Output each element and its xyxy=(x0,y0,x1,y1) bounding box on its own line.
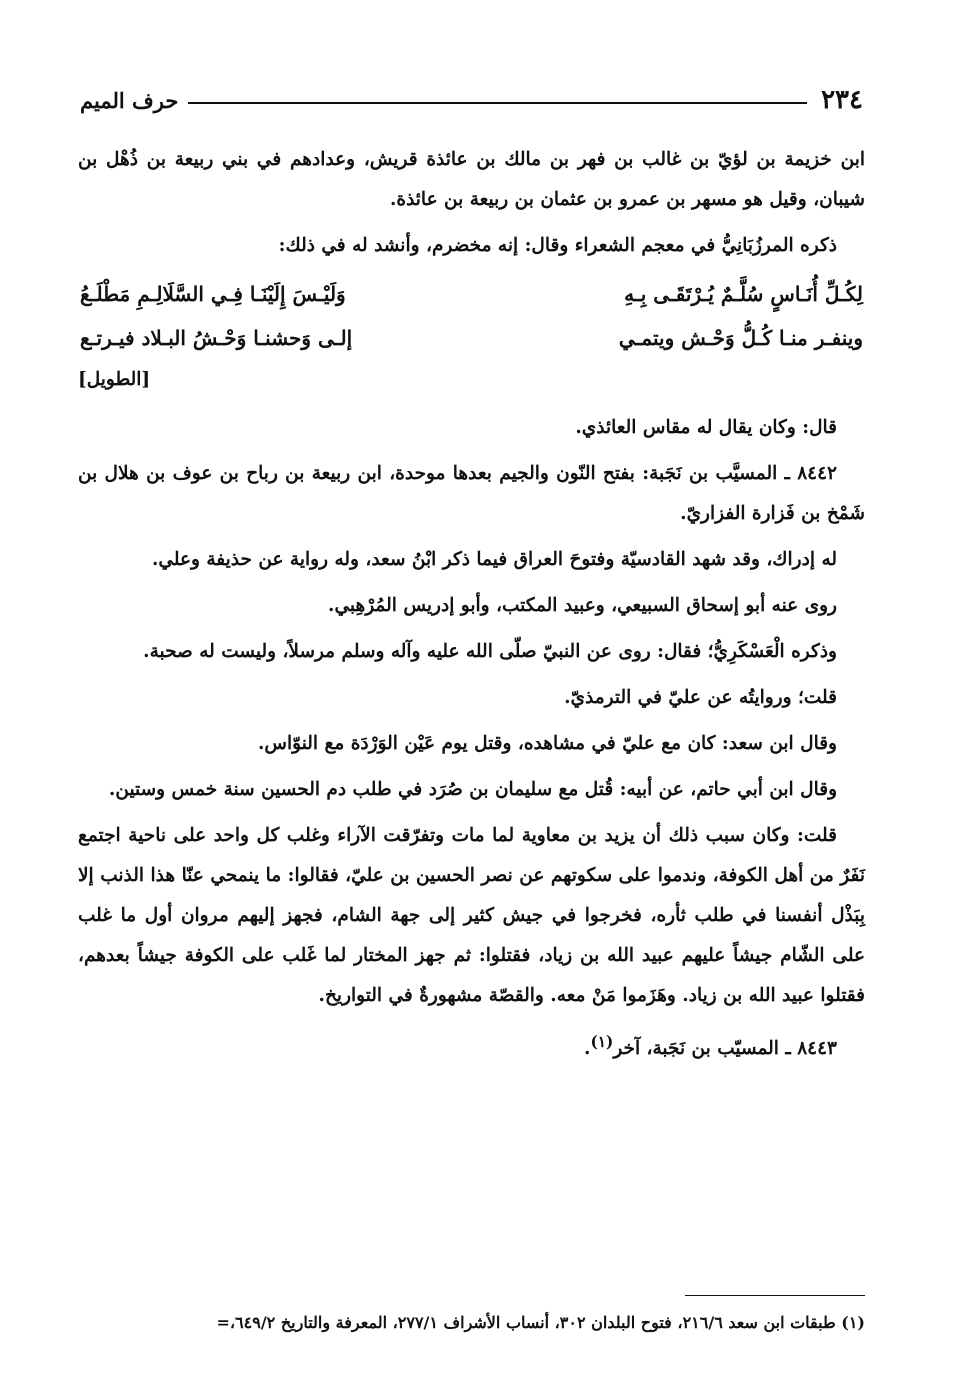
entry-paragraph xyxy=(78,454,865,534)
footnote: (١) طبقات ابن سعد ٢١٦/٦، فتوح البلدان ٣٠٢، أنساب الأشراف ٢٧٧/١، المعرفة والتاريخ ٦٤٩/٢،= xyxy=(216,1313,865,1332)
paragraph: وقال ابن أبي حاتم، عن أبيه: قُتل مع سليمان بن صُرَد في طلب دم الحسين سنة خمس وستين. xyxy=(108,779,837,800)
header-rule xyxy=(188,102,807,104)
poem-meter: [الطويل] xyxy=(78,369,151,390)
paragraph: وذكره الْعَسْكَرِيُّ؛ فقال: روى عن النبيّ صلّى الله عليه وآله وسلم مرسلاً، وليست له صحبة. xyxy=(143,641,837,662)
paragraph: روى عنه أبو إسحاق السبيعي، وعبيد المكتب، وأبو إدريس المُرْهِبي. xyxy=(328,595,837,616)
page-number: ٢٣٤ xyxy=(821,85,863,115)
footnote-reference[interactable]: (١) xyxy=(590,1033,614,1051)
paragraph: له إدراك، وقد شهد القادسيّة وفتوحَ العراق فيما ذكر ابْنُ سعد، وله رواية عن حذيفة وعلي. xyxy=(151,549,837,570)
paragraph: قلت؛ وروايتُه عن عليّ في الترمذيّ. xyxy=(564,687,837,708)
entry-text: ـ المسيّب بن نَجَبة، آخر xyxy=(613,1038,798,1060)
page-body xyxy=(78,140,865,1075)
verse-first-hemistich: لِكُـلِّ أُنَـاسٍ سُلَّـمٌ يُـرْتَقَـى بِـهِ xyxy=(624,282,863,306)
entry-paragraph xyxy=(78,1022,865,1069)
entry-number: ٨٤٤٢ xyxy=(797,463,837,484)
entry-text: ـ المسيَّب بن نَجَبة: بفتح النّون والجيم بعدها موحدة، ابن ربيعة بن رباح بن عوف بن هلال بن شَمْخ بن فَزارة الفزاريّ. xyxy=(78,463,865,524)
verse-first-hemistich: وينفـر منـا كُـلُّ وَحْـش ويتمـي xyxy=(618,326,863,350)
chapter-title: حرف الميم xyxy=(80,87,179,113)
paragraph: ذكره المرزُبَانِيُّ في معجم الشعراء وقال: إنه مخضرم، وأنشد له في ذلك: xyxy=(278,235,837,256)
verse-second-hemistich: إلـى وَحشنـا وَحْـشُ البـلاد فيـرتـع xyxy=(80,326,353,350)
poem-verse xyxy=(78,316,865,360)
page-header xyxy=(80,82,863,118)
verse-second-hemistich: وَلَيْـسَ إِلَيْنَـا فِـي السَّلَالِـمِ مَطْلَـعُ xyxy=(80,282,346,306)
paragraph: قال: وكان يقال له مقاس العائذي. xyxy=(575,417,837,438)
footnote-rule xyxy=(685,1295,865,1296)
paragraph: قلت: وكان سبب ذلك أن يزيد بن معاوية لما مات وتفرّقت الآراء وغلب كل واحد على ناحية اجتمع نَفَرٌ من أهل الكوفة، وندموا على سكوتهم عن نصر الحسين بن عليّ، فقالوا: ما ينمحي عنّا هذا الذنب إلا بِبَذْل أنفسنا في طلب ثأره، فخرجوا في جيش كثير إلى جهة الشام، فجهز إليهم مروان أول ما غلب على الشّام جيشاً عليهم عبيد الله بن زياد، فقتلوا: ثم جهز المختار لما غَلب على الكوفة جيشاً بعدهم، فقتلوا عبيد الله بن زياد. وهَزَموا مَنْ معه. والقصّة مشهورةٌ في التواريخ. xyxy=(78,825,865,1006)
poem-verse xyxy=(78,272,865,316)
entry-end: . xyxy=(583,1038,591,1060)
paragraph: وقال ابن سعد: كان مع عليّ في مشاهده، وقتل يوم عَيْن الوَرْدَة مع النوّاس. xyxy=(257,733,837,754)
entry-number: ٨٤٤٣ xyxy=(797,1038,837,1060)
paragraph: ابن خزيمة بن لؤيّ بن غالب بن فهر بن مالك بن عائذة قريش، وعدادهم في بني ربيعة بن ذُهْل بن شيبان، وقيل هو مسهر بن عمرو بن عثمان بن ربيعة بن عائذة. xyxy=(78,149,865,210)
